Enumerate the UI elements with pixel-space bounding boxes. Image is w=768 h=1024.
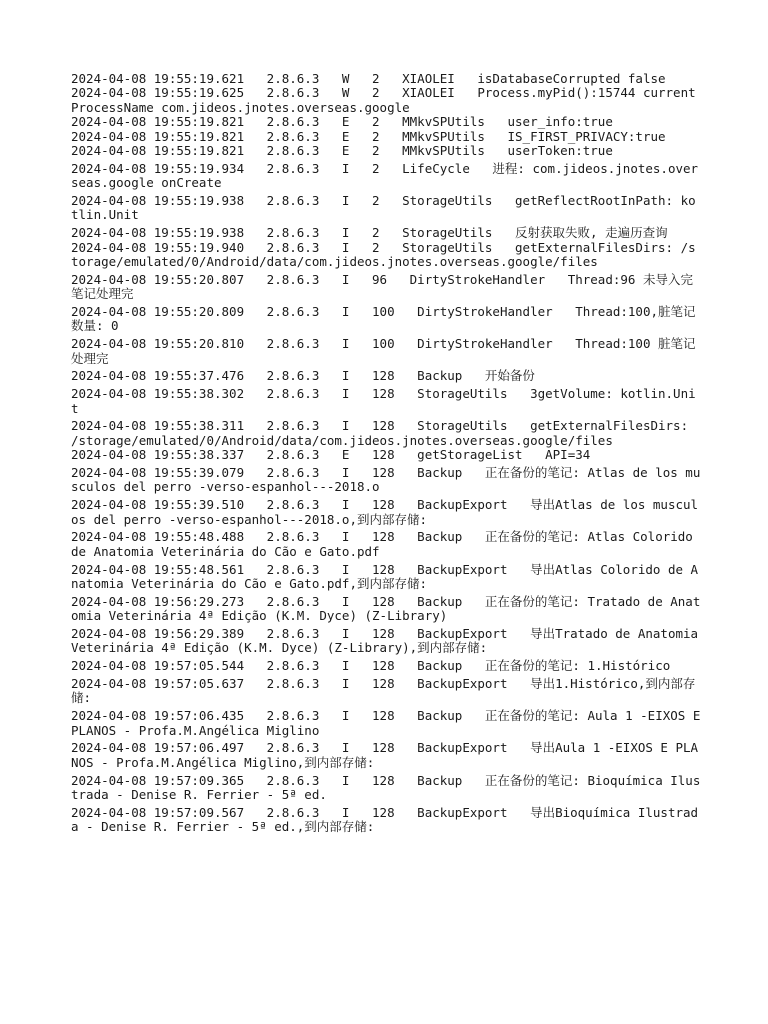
log-entry: 2024-04-08 19:55:39.079 2.8.6.3 I 128 Backup 正在备份的笔记: Atlas de los musculos del perro -verso-espanhol---2018.o	[71, 465, 701, 495]
log-entry: 2024-04-08 19:55:19.821 2.8.6.3 E 2 MMkvSPUtils IS_FIRST_PRIVACY:true	[71, 128, 666, 144]
log-entry: 2024-04-08 19:55:37.476 2.8.6.3 I 128 Backup 开始备份	[71, 368, 535, 384]
log-entry: 2024-04-08 19:57:09.567 2.8.6.3 I 128 BackupExport 导出Bioquímica Ilustrada - Denise R. Ferrier - 5ª ed.,到内部存储:	[71, 804, 699, 835]
log-entry: 2024-04-08 19:55:19.938 2.8.6.3 I 2 StorageUtils getReflectRootInPath: kotlin.Unit	[71, 193, 696, 223]
log-entry: 2024-04-08 19:55:19.821 2.8.6.3 E 2 MMkvSPUtils user_info:true	[71, 114, 613, 130]
log-entry: 2024-04-08 19:55:19.938 2.8.6.3 I 2 StorageUtils 反射获取失败, 走遍历查询	[71, 225, 668, 241]
log-entry: 2024-04-08 19:57:06.435 2.8.6.3 I 128 Backup 正在备份的笔记: Aula 1 -EIXOS E PLANOS - Profa.M.Angélica Miglino	[71, 708, 708, 738]
log-entry: 2024-04-08 19:55:38.302 2.8.6.3 I 128 StorageUtils 3getVolume: kotlin.Unit	[71, 386, 696, 416]
log-entry: 2024-04-08 19:55:19.625 2.8.6.3 W 2 XIAOLEI Process.myPid():15744 currentProcessName com.jideos.jnotes.overseas.google	[71, 85, 696, 115]
log-entry: 2024-04-08 19:56:29.273 2.8.6.3 I 128 Backup 正在备份的笔记: Tratado de Anatomia Veterinária 4ª Edição (K.M. Dyce) (Z-Library)	[71, 593, 701, 624]
log-entry: 2024-04-08 19:55:20.810 2.8.6.3 I 100 DirtyStrokeHandler Thread:100 脏笔记处理完	[71, 336, 696, 366]
log-entry: 2024-04-08 19:55:38.337 2.8.6.3 E 128 getStorageList API=34	[71, 447, 591, 463]
log-entry: 2024-04-08 19:55:39.510 2.8.6.3 I 128 BackupExport 导出Atlas de los musculos del perro -verso-espanhol---2018.o,到内部存储:	[71, 497, 699, 527]
log-entry: 2024-04-08 19:55:19.621 2.8.6.3 W 2 XIAOLEI isDatabaseCorrupted false	[71, 71, 666, 86]
log-entry: 2024-04-08 19:55:19.940 2.8.6.3 I 2 StorageUtils getExternalFilesDirs: /storage/emulated/0/Android/data/com.jideos.jnotes.overseas.google/files	[71, 239, 696, 270]
log-entry: 2024-04-08 19:55:20.809 2.8.6.3 I 100 DirtyStrokeHandler Thread:100,脏笔记数量: 0	[71, 304, 696, 334]
log-entry: 2024-04-08 19:56:29.389 2.8.6.3 I 128 BackupExport 导出Tratado de Anatomia Veterinária 4ª Edição (K.M. Dyce) (Z-Library),到内部存储:	[71, 626, 706, 656]
log-entry: 2024-04-08 19:57:09.365 2.8.6.3 I 128 Backup 正在备份的笔记: Bioquímica Ilustrada - Denise R. Ferrier - 5ª ed.	[71, 772, 701, 803]
log-entry: 2024-04-08 19:55:38.311 2.8.6.3 I 128 StorageUtils getExternalFilesDirs: /storage/emulated/0/Android/data/com.jideos.jnotes.overseas.google/files	[71, 418, 696, 448]
log-entry: 2024-04-08 19:57:05.544 2.8.6.3 I 128 Backup 正在备份的笔记: 1.Histórico	[71, 658, 671, 674]
log-entry: 2024-04-08 19:57:06.497 2.8.6.3 I 128 BackupExport 导出Aula 1 -EIXOS E PLANOS - Profa.M.Angélica Miglino,到内部存储:	[71, 740, 699, 770]
log-entry: 2024-04-08 19:55:48.561 2.8.6.3 I 128 BackupExport 导出Atlas Colorido de Anatomia Veterinária do Cão e Gato.pdf,到内部存储:	[71, 561, 699, 592]
log-text-block	[71, 71, 708, 835]
log-entry: 2024-04-08 19:55:19.821 2.8.6.3 E 2 MMkvSPUtils userToken:true	[71, 143, 613, 159]
log-entry: 2024-04-08 19:55:20.807 2.8.6.3 I 96 DirtyStrokeHandler Thread:96 未导入完笔记处理完	[71, 271, 693, 302]
log-entry: 2024-04-08 19:55:48.488 2.8.6.3 I 128 Backup 正在备份的笔记: Atlas Colorido de Anatomia Veterinária do Cão e Gato.pdf	[71, 529, 701, 559]
log-entry: 2024-04-08 19:57:05.637 2.8.6.3 I 128 BackupExport 导出1.Histórico,到内部存储:	[71, 676, 696, 706]
log-entry: 2024-04-08 19:55:19.934 2.8.6.3 I 2 LifeCycle 进程: com.jideos.jnotes.overseas.google onCreate	[71, 160, 699, 191]
